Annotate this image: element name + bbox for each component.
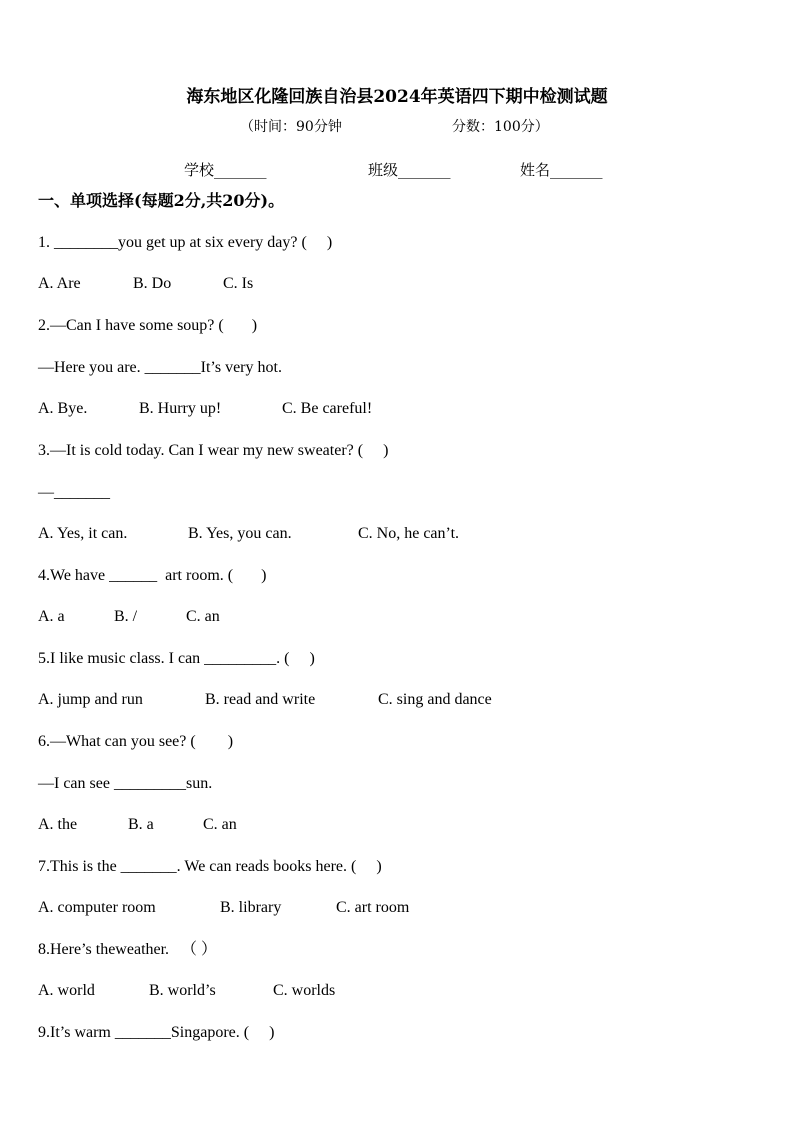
question-4-option-a: A. a [38,608,65,625]
question-7-option-c: C. art room [336,899,410,916]
question-2-option-b: B. Hurry up! [139,400,222,417]
question-4-option-b: B. / [114,608,138,625]
question-2-option-c: C. Be careful! [282,400,373,417]
question-8-option-c: C. worlds [273,982,336,999]
page-title: 海东地区化隆回族自治县2024年英语四下期中检测试题 [186,87,608,107]
question-4-stem: 4.We have ______ art room. ( ) [38,567,267,584]
question-2-stem-line2: —Here you are. _______It’s very hot. [38,359,282,376]
question-7-option-a: A. computer room [38,899,156,916]
exam-score: 分数：100分） [452,119,549,135]
question-8-stem: 8.Here’s theweather. （ ） [38,941,218,958]
question-1-option-a: A. Are [38,275,81,292]
name-field: 姓名_______ [520,161,603,179]
question-7-stem: 7.This is the _______. We can reads books here. ( ) [38,858,382,875]
question-5-stem: 5.I like music class. I can _________. ( ) [38,650,315,667]
school-field: 学校_______ [184,161,267,179]
question-3-stem: 3.—It is cold today. Can I wear my new sweater? ( ) [38,442,389,459]
question-2-stem: 2.—Can I have some soup? ( ) [38,317,258,334]
question-4-option-c: C. an [186,608,220,625]
question-6-stem: 6.—What can you see? ( ) [38,733,234,750]
question-2-option-a: A. Bye. [38,400,88,417]
question-9-stem: 9.It’s warm _______Singapore. ( ) [38,1024,275,1041]
question-5-option-c: C. sing and dance [378,691,492,708]
question-6-stem-line2: —I can see _________sun. [38,775,213,792]
class-field: 班级_______ [368,161,451,179]
question-8-option-b: B. world’s [149,982,216,999]
question-3-option-a: A. Yes, it can. [38,525,128,542]
question-3-stem-line2: —_______ [38,484,110,501]
question-7-option-b: B. library [220,899,282,916]
question-5-option-b: B. read and write [205,691,316,708]
question-1-stem: 1. ________you get up at six every day? ( ) [38,234,333,251]
question-6-option-a: A. the [38,816,78,833]
section-heading: 一、单项选择(每题2分,共20分)。 [38,191,285,210]
question-6-option-b: B. a [128,816,154,833]
exam-time: （时间：90分钟 [240,119,342,135]
question-8-option-a: A. world [38,982,95,999]
question-6-option-c: C. an [203,816,237,833]
question-5-option-a: A. jump and run [38,691,143,708]
question-3-option-b: B. Yes, you can. [188,525,292,542]
question-1-option-b: B. Do [133,275,172,292]
question-3-option-c: C. No, he can’t. [358,525,460,542]
question-1-option-c: C. Is [223,275,254,292]
